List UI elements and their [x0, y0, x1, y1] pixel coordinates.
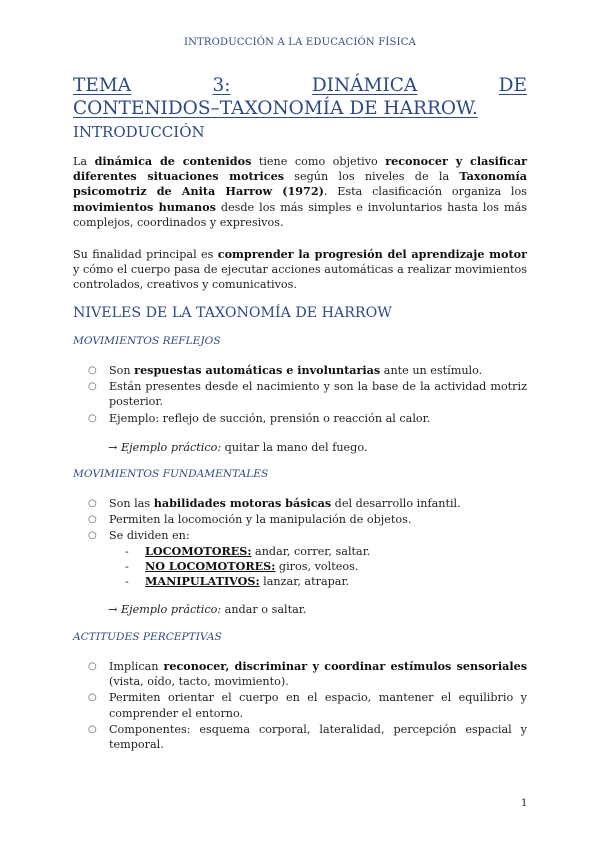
perceptive-list	[73, 659, 527, 753]
section-heading: NIVELES DE LA TAXONOMÍA DE HARROW	[73, 305, 392, 321]
running-header: INTRODUCCIÓN A LA EDUCACIÓN FÍSICA	[183, 37, 417, 48]
title-line-2: CONTENIDOS–TAXONOMÍA DE HARROW.	[73, 98, 478, 119]
title-word: DE	[498, 75, 527, 96]
title-word: 3:	[212, 75, 231, 96]
list-item: ○ Se dividen en: - LOCOMOTORES: andar, correr, saltar. - NO LOCOMOTORES: giros, volteos. - MANIPULATIVOS: lanzar, atrapar.	[73, 528, 527, 589]
fundamental-list	[73, 496, 527, 590]
example-fundamental: → Ejemplo práctico: andar o saltar.	[108, 603, 307, 616]
list-item: ○ Componentes: esquema corporal, lateralidad, percepción espacial y temporal.	[88, 722, 527, 752]
title-word: TEMA	[73, 75, 132, 96]
page-number: 1	[521, 798, 528, 809]
intro-paragraph-2: Su finalidad principal es comprender la progresión del aprendizaje motor y cómo el cuerpo pasa de ejecutar acciones automáticas a realizar movimientos controlados, creativos y comunicativos.	[73, 247, 527, 292]
bullet-circle-icon: ○	[88, 661, 97, 672]
intro-paragraph-1: La dinámica de contenidos tiene como objetivo reconocer y clasificar diferentes situaciones motrices según los niveles de la Taxonomía psicomotriz de Anita Harrow (1972). Esta clasificación organiza los movimientos humanos desde los más simples e involuntarios hasta los más complejos, coordinados y expresivos.	[73, 154, 527, 229]
list-item: ○ Implican reconocer, discriminar y coordinar estímulos sensoriales (vista, oído, tacto, movimiento).	[88, 659, 527, 689]
intro-heading: INTRODUCCIÓN	[73, 123, 205, 141]
page-title	[73, 74, 527, 120]
subheading-perceptive: ACTITUDES PERCEPTIVAS	[73, 631, 222, 643]
subheading-fundamental: MOVIMIENTOS FUNDAMENTALES	[73, 468, 269, 480]
subheading-reflexes: MOVIMIENTOS REFLEJOS	[73, 335, 221, 347]
bullet-circle-icon: ○	[88, 514, 97, 526]
arrow-right-icon: →	[108, 603, 118, 616]
list-item: ○ Permiten la locomoción y la manipulación de objetos.	[88, 513, 412, 527]
list-item: ○ Están presentes desde el nacimiento y son la base de la actividad motriz posterior.	[88, 380, 527, 409]
reflexes-list	[73, 363, 527, 427]
list-item: ○ Son respuestas automáticas e involuntarias ante un estímulo.	[88, 363, 483, 377]
bullet-circle-icon: ○	[88, 692, 97, 704]
bullet-circle-icon: ○	[88, 498, 97, 509]
example-reflexes: → Ejemplo práctico: quitar la mano del fuego.	[108, 441, 368, 454]
sub-list-item: - LOCOMOTORES: andar, correr, saltar.	[125, 543, 371, 558]
title-word: DINÁMICA	[311, 75, 418, 96]
list-item: ○ Son las habilidades motoras básicas del desarrollo infantil.	[88, 496, 461, 510]
sub-list-item: - NO LOCOMOTORES: giros, volteos.	[125, 558, 359, 573]
sub-list-item: - MANIPULATIVOS: lanzar, atrapar.	[125, 574, 350, 589]
list-item: ○ Ejemplo: reflejo de succión, prensión o reacción al calor.	[88, 411, 431, 425]
sub-list	[109, 544, 527, 590]
list-item: ○ Permiten orientar el cuerpo en el espacio, mantener el equilibrio y comprender el entorno.	[88, 691, 527, 720]
bullet-circle-icon: ○	[88, 365, 97, 376]
bullet-circle-icon: ○	[88, 723, 97, 735]
bullet-circle-icon: ○	[88, 412, 97, 424]
bullet-circle-icon: ○	[88, 530, 97, 542]
bullet-circle-icon: ○	[88, 381, 97, 393]
arrow-right-icon: →	[108, 441, 118, 454]
